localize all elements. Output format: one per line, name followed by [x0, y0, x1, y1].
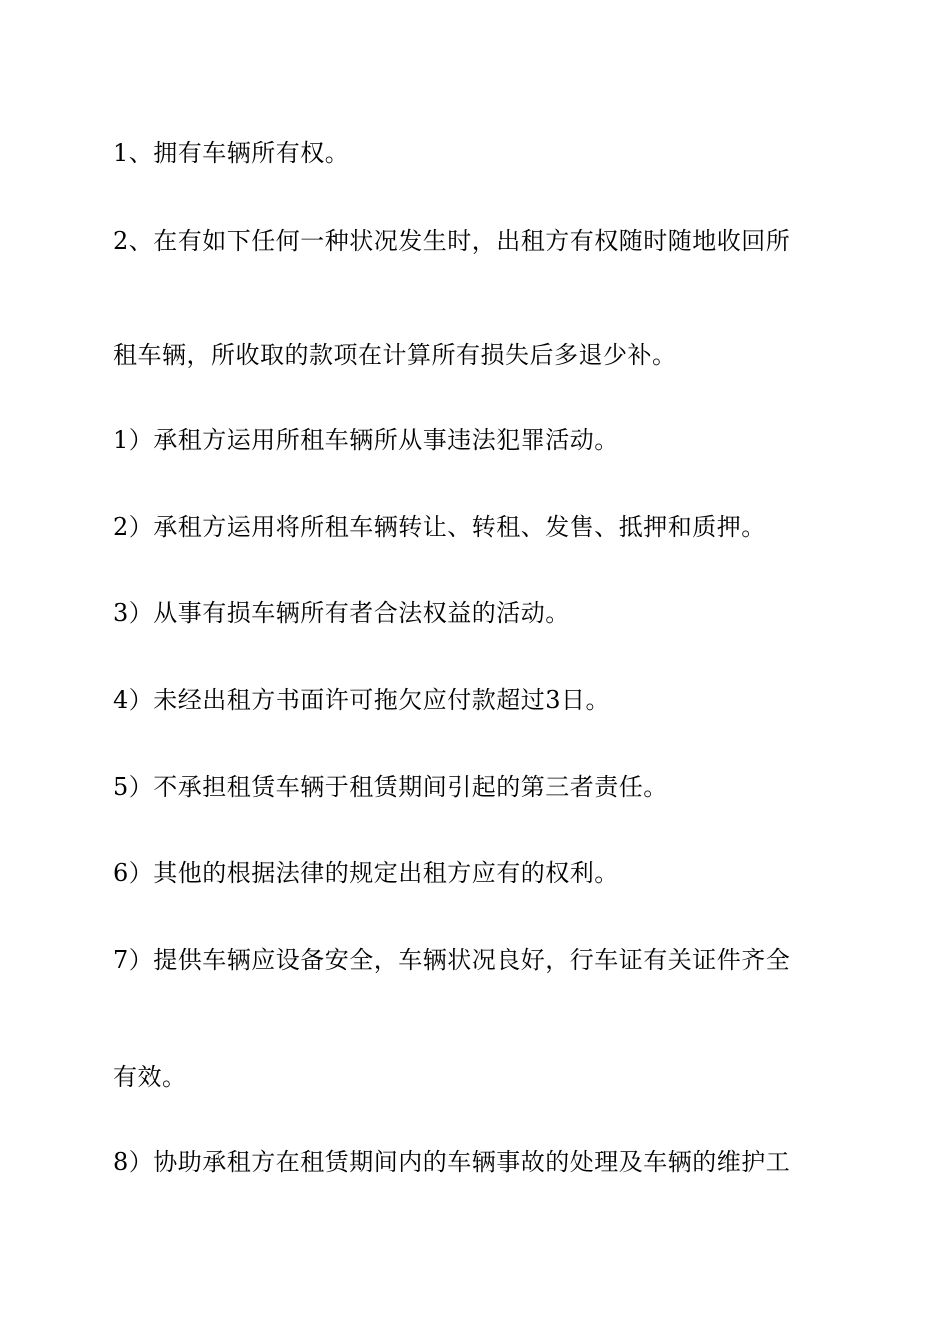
text-line-10: 7）提供车辆应设备安全，车辆状况良好，行车证有关证件齐全 [113, 946, 791, 974]
text-line-2: 2、在有如下任何一种状况发生时，出租方有权随时随地收回所 [113, 227, 791, 255]
text-line-5: 2）承租方运用将所租车辆转让、转租、发售、抵押和质押。 [113, 513, 766, 541]
text-line-4: 1）承租方运用所租车辆所从事违法犯罪活动。 [113, 426, 619, 454]
text-line-12: 8）协助承租方在租赁期间内的车辆事故的处理及车辆的维护工 [113, 1148, 791, 1176]
text-line-11: 有效。 [113, 1063, 187, 1091]
text-line-9: 6）其他的根据法律的规定出租方应有的权利。 [113, 859, 619, 887]
text-line-8: 5）不承担租赁车辆于租赁期间引起的第三者责任。 [113, 773, 668, 801]
text-line-1: 1、拥有车辆所有权。 [113, 139, 350, 167]
text-line-6: 3）从事有损车辆所有者合法权益的活动。 [113, 599, 570, 627]
text-line-7: 4）未经出租方书面许可拖欠应付款超过3日。 [113, 686, 611, 714]
text-line-3: 租车辆，所收取的款项在计算所有损失后多退少补。 [113, 341, 677, 369]
